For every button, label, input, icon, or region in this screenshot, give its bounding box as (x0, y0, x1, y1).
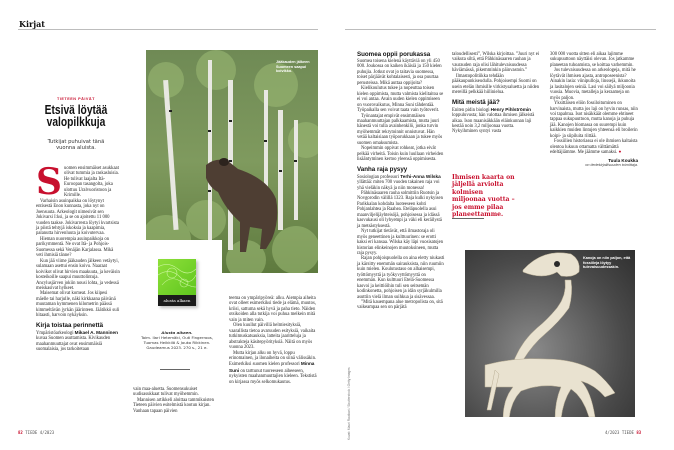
text: Fossiilien historiassa ei ole ihmisen kaltaista olentoa lukuun ottamatta välttämättä edeltäjiämme. Me jäämme samaksi. (550, 139, 638, 156)
chicken-skeleton-image (465, 250, 635, 417)
paragraph (550, 139, 638, 155)
paragraph: Työnantajat empivät ensimmäisen maahanmuuttajan palkkaamista, mutta juuri hänestä voi tulla avainhenkilö, jonka turvin myöhemmät rekrytoinnit onnistuvat. Hän vetää kaltaisiaan työporukkaan ja tukee myös suomen omaksumista. (357, 113, 443, 146)
pull-quote-rule (452, 218, 484, 219)
paragraph: Yksittäisen eliön fossiloituminen on harvinaista, mutta jos laji on hyvin runsas, niin voi tapahtua. Isot nisäkkäät olemme ehtineet tappaa sukupuuttoon, mutta kanoja ja puhuja jää. Kanojen biomassa on suurempi kuin kaikkien muiden lintujen yhteensä eli broilerin koipi- ja siipiluita riittää. (550, 101, 638, 139)
book-caption-editors: Toim. Ilari Hetemäki, Outi Fingerroos, Tuomas Heikkilä & Jouko Rikkinen. (141, 335, 213, 345)
header-rule-left (18, 29, 318, 30)
paragraph (452, 107, 540, 135)
paragraph: 300 000 vuotta sitten eli aikaa lajimme sukupuuttoon näyttäisi olevan. Jos jatkamme planeetan tuhoamista, se koittaa varhemmin. (550, 52, 635, 68)
moose-photo-caption: Jääkauden jälkeen Suomeen saapui koivikko. (276, 60, 310, 73)
paragraph: Nyt tutkijat tietävät, että ilmastoraja oli myös geneettinen ja kulttuurinen: se erotti kaksi eri kansaa. Wilska käy läpi vuosisatojen historian elinkeinojen muutoksineen, mutta raja pysyy. (357, 229, 444, 256)
paragraph: Pähkinäsaaren rauha solmittiin Ruotsin ja Novgorodin välillä 1323. Raja kulki nykyisen Parikkalan kohdalta luoteeseen kohti Pohjanlahtea ja Raahea. Eteläpuolella asui maanviljelijäyhteisöjä, pohjoisessa ja idässä kasvukausi oli lyhyempi ja väki eli keräilystä ja metsästyksestä. (357, 190, 443, 229)
paragraph: Varhaisin asuinpaikka on löytynyt entisestä Enon kunnasta, joka nyt on Joensuuta. Arkeologit nimesivät sen Jokivarsi I:ksi, ja se on ajoitettu 11 000 vuoden taakse. Jokivarresta löytyi kvartsista ja piistä tehtyjä iskoksia ja kaapimia, palanutta hirvenluuta ja koivutervaa. (36, 198, 119, 237)
subheading: Vanha raja pysyy (357, 165, 408, 173)
paragraph (36, 330, 120, 353)
book-cover (158, 259, 196, 306)
title-line-2: valopilkkuja (46, 115, 106, 129)
page-number: 83 (636, 430, 642, 435)
paragraph: Suomea toisena kielenä käyttäviä on yli 450 000. Joukossa on kaiken ikäisiä ja 150 kielen puhujia. Jotkut ovat jo taitavia suomessa, toiset pärjäävät kohtalaisesti, ja osa puurtaa perusteissa. Mikä auttaa oppijoita? (357, 59, 442, 86)
paragraph: taloudellisesti”, Wilska kirjoittaa. ”Juuri nyt ei vaikuta siltä, että Pähkinäsaaren rauhan ja vaurauden raja olisi lähitulevaisuudessa häviämässä, pikemminkin päinvastoin.” (452, 52, 540, 74)
section-label: Kirjat (19, 19, 45, 29)
paragraph: Mannisen artikkeli aloittaa tammikuisten Tieteen päivien esitelmistä kootun kirjan. Vanhaan tapaan päivien (133, 397, 214, 414)
paragraph: teema on ympäripyöreä: alku. Aiempia aiheita ovat olleet esimerkiksi tiede ja elämä, muutos, kriisi, sattuma sekä hyvä ja paha tieto. Näiden otsikoiden alla tutkija voi puhua melkein mitä vain ja miten vain. (229, 296, 316, 323)
pull-quote: Ihmisen kaarta on jäljellä arviolta kolmisen miljoonaa vuotta – jos emme pilaa planeettamme. (452, 174, 515, 219)
paragraph: Nopeimmin oppivat rohkeat, jotka eivät pelkää virheitä. Toisin kuin luullaan virheiden lisääntyminen kertoo yleensä oppimisesta. (357, 146, 444, 163)
book-cover-pattern (158, 259, 196, 295)
kicker: TIETEEN PÄIVÄT (56, 97, 95, 101)
subheading: Kirja toistaa perinnettä (36, 321, 104, 329)
drop-cap: S (36, 161, 62, 203)
left-column-1 (36, 161, 120, 353)
book-cover-title: alusta alkaen (158, 295, 196, 306)
text: Eniten pidin biologi (452, 107, 491, 113)
text: yllättää: miten 700 vuoden takainen raja voi yhä vieläkin näkyä ja niin monessa! (357, 180, 440, 191)
photo-credit: Kuvat: Mauri Rautkari / Shutterstock / Getty Images (347, 367, 351, 440)
person-name: Henry Pihlströmin (490, 106, 532, 112)
paragraph: Kielikoulutus tukee ja nopeuttaa toisen kielen oppimista, mutta valmista kielitaitoa se ei voi antaa. Avain uuden kielen oppimiseen on vuorovaikutus, Minna Suni tähdentää. Työpaikalla sen voivat taata vain työtoverit. (357, 86, 444, 114)
chicken-skeleton-photo (465, 250, 635, 417)
caption-rule (160, 369, 190, 370)
book-caption (133, 330, 221, 350)
subheading: Suomea oppii porukassa (357, 51, 431, 58)
header-rule-right (345, 29, 656, 30)
magazine-issue: 4/2023 TIEDE (605, 430, 634, 435)
footer-right (605, 430, 641, 435)
text: kuvaa Suomen asuttamista. Kivikauden maahanmuuttajat ovat ensimmäisiä suomalaisia, jos tarkoitetaan (36, 336, 111, 353)
paragraph: Hieman nuorempia asuinpaikkoja on parikymmentä. Ne ovat Itä- ja Pohjois-Suomessa sekä Venäjän Karjalassa. Mikä veti ihmisiä tänne? (36, 236, 114, 259)
book-caption-title: Alusta alkaen. (161, 330, 193, 335)
paragraph: Maisemat olivat komeat. Jos kiipesi mäelle tai harjulle, näki kirkkaana päivänä muutaman kymmenen kilometrin päässä kimmeltävän jyrkän jäärinteen. Jäätikkö suli hitaasti, harvoin nykäyksin. (36, 291, 120, 319)
person-name: Mikael A. Manninen (74, 329, 118, 335)
text: Ympäristöarkeologi (36, 330, 75, 336)
person-name: Terhi-Anna Wilska (400, 173, 441, 179)
subheading: Mitä meistä jää? (452, 98, 500, 106)
paragraph: Rajan pohjoispuolella on aina eletty niukasti ja kärsitty enemmän sairauksista, niin ruumiin kuin mielen. Koulutustaso on alhaisempi, työttömyyttä ja työkyvyttömyyttä on enemmän. Kun kulttuuri Etelä-Suomessa kasvoi ja keittiöihin tuli sen seitsemän kodinkonetta, pohjoisen ja idän syrjäkulmilla asuttiin vielä ilman suihkua ja sisävessaa. (357, 256, 445, 300)
title-line-1: Etsivä löytää (44, 103, 108, 117)
paragraph: ”Mitä kauempana alue metropolista on, sitä vaikeampaa sen on pärjätä (357, 300, 443, 311)
right-column-2 (452, 52, 540, 135)
paragraph: vain maa-aluetta. Suomensukuiset uudisasukkaat tulivat myöhemmin. (133, 387, 199, 398)
paragraph: Olen kuullut päivillä helmiesityksiä, vaarallista tietoa avaruuden esityksiä, vaikaita tutkimuskatsauksia, latteita jaaritteluja ja abstrakteja käsitepyörityksiä. Näitä on myös vuonna 2023. (229, 323, 316, 351)
skeleton-photo-caption: Kanoja on niin paljon, että fossiileja löytyy tulevaisuudessakin. (583, 256, 631, 269)
end-mark-icon: ● (618, 150, 622, 156)
right-column-3 (550, 52, 638, 169)
paragraph (229, 351, 319, 386)
author-role: on tiedekirjallisuuden toimittaja. (585, 163, 638, 168)
text: Mutta kirjan alku on hyvä, loppu erinomainen, ja ilonaiheita on siinä välissäkin. Esimerkiksi suomen kielen professori (229, 350, 317, 368)
paragraph: Ilmastopolitiikka tehdään pääkaupunkiseudulla. Pohjoisempi Suomi on usein etelän ihmisille virkistysaluetta ja niiden mereillä pelkkää hiilinielua. (452, 73, 540, 96)
text: on tarttunut tuoreeseen aiheeseen, nykyisten maahanmuuttajien kieleen. Tekstistä on kirjassa myös selkomukautus. (229, 368, 317, 385)
paragraph: Jos tulevaisuudessa on arkeologeja, mitä he löytävät ihmisen ajasta, antroposeenista? Ainakin lasia: viinipulloja, linssejä, ikkunoita ja lasitalojen seiniä. Lasi voi säilyä miljoonia vuosia. Muovia, metalleja ja keraameja on myös paljon. (550, 68, 636, 101)
person-name: Minna Suni (229, 361, 315, 373)
author-name: Tuula Koukka (608, 157, 638, 163)
right-column-1 (357, 51, 445, 311)
left-column-3 (229, 296, 319, 385)
left-column-2 (133, 387, 222, 414)
text: loppuluvusta; hän valottaa ihmisen jälkeistä aikaa. Ison maanisäkkään eläinkunnan laji kestää noin 3,2 miljoonaa vuotta. Nykyihminen syntyi vasta (452, 113, 535, 135)
book-caption-publisher: Gaudeamus 2023. 270 s., 21 e. (146, 345, 208, 350)
page-number: 82 (18, 430, 23, 435)
footer-left (18, 430, 54, 435)
subtitle: Tutkijat puhuivat tänä vuonna aluista. (47, 139, 105, 152)
paragraph: Kun jää viime jääkauden jälkeen vetäytyi, sulamaan asettui ensin koivu. Naaraat koivikot olivat hirvien maakuuta, ja keväisin kosteikoille saapui muuttolintuja. Ancylusjärven jokiin nousi lohta, ja vedessä meiskasivat hylkeet. (36, 258, 120, 291)
article-title (30, 104, 122, 128)
magazine-issue: TIEDE 4/2023 (25, 430, 55, 435)
paragraph: uomen ensimmäiset asukkaat olivat tummia ja raskasluisia. He tulivat laajalta Itä-Euroopan tasangolta, joka ulottuu Uralvuoristoon ja Krimille. (64, 166, 119, 199)
paragraph (357, 174, 445, 191)
text: Sosiologian professori (357, 174, 401, 180)
